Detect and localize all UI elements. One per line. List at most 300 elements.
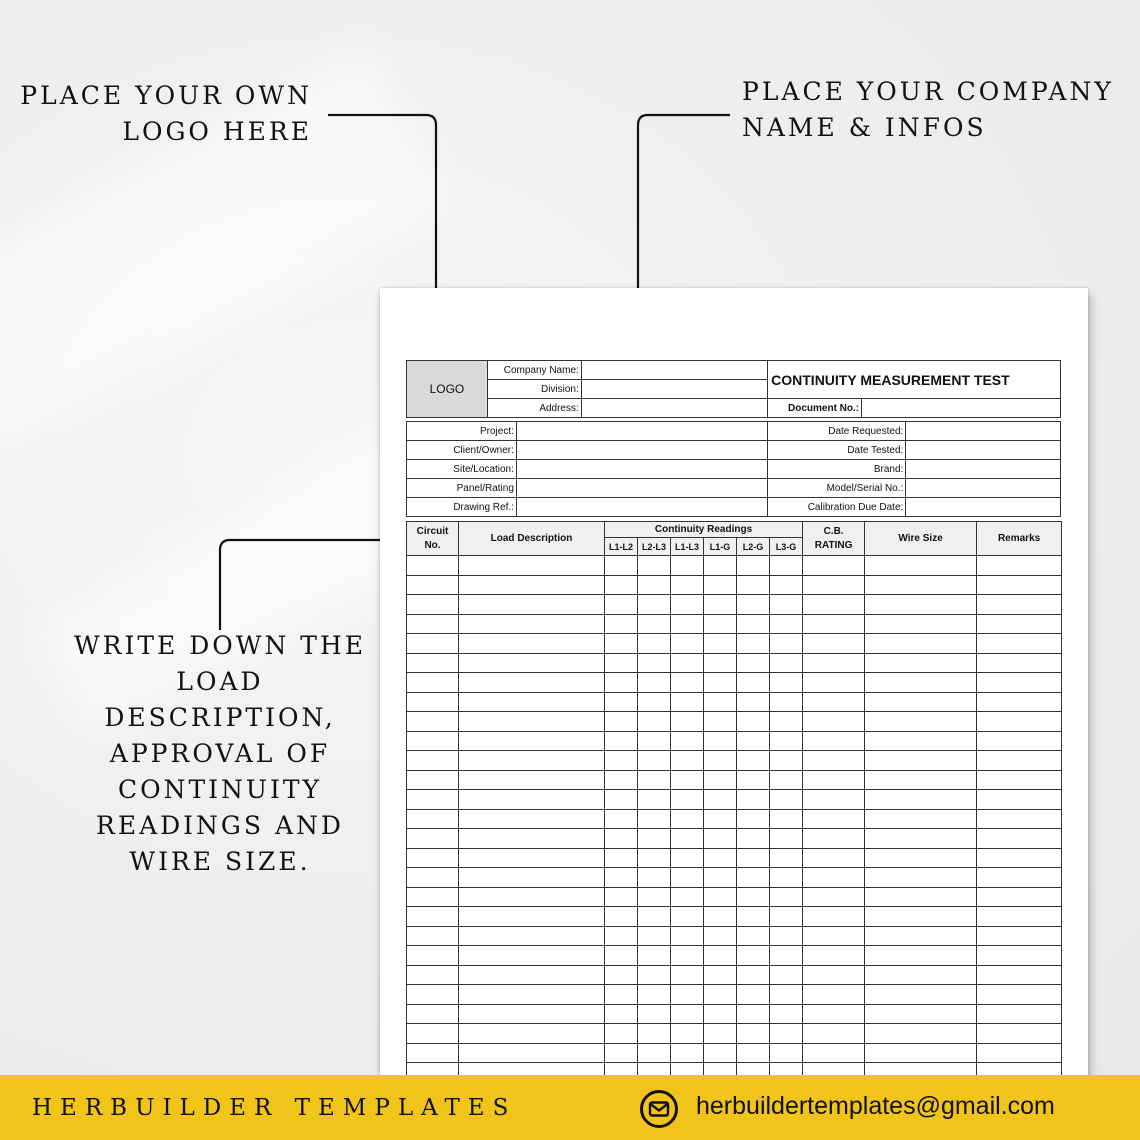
table-cell[interactable] bbox=[459, 653, 605, 673]
table-cell[interactable] bbox=[737, 1004, 770, 1024]
table-cell[interactable] bbox=[737, 868, 770, 888]
date-tested-field[interactable] bbox=[906, 441, 1061, 460]
table-cell[interactable] bbox=[865, 653, 977, 673]
table-cell[interactable] bbox=[803, 985, 865, 1005]
table-cell[interactable] bbox=[638, 809, 671, 829]
table-cell[interactable] bbox=[737, 809, 770, 829]
table-cell[interactable] bbox=[459, 985, 605, 1005]
table-cell[interactable] bbox=[459, 809, 605, 829]
table-cell[interactable] bbox=[407, 556, 459, 576]
table-cell[interactable] bbox=[638, 926, 671, 946]
table-cell[interactable] bbox=[977, 965, 1062, 985]
table-cell[interactable] bbox=[638, 673, 671, 693]
table-cell[interactable] bbox=[865, 965, 977, 985]
table-cell[interactable] bbox=[671, 1043, 704, 1063]
table-cell[interactable] bbox=[671, 1024, 704, 1044]
table-cell[interactable] bbox=[605, 575, 638, 595]
table-cell[interactable] bbox=[459, 575, 605, 595]
table-cell[interactable] bbox=[704, 770, 737, 790]
table-cell[interactable] bbox=[865, 1004, 977, 1024]
table-cell[interactable] bbox=[770, 985, 803, 1005]
table-cell[interactable] bbox=[459, 848, 605, 868]
table-cell[interactable] bbox=[605, 653, 638, 673]
table-cell[interactable] bbox=[865, 770, 977, 790]
table-cell[interactable] bbox=[770, 575, 803, 595]
table-cell[interactable] bbox=[638, 634, 671, 654]
table-cell[interactable] bbox=[737, 965, 770, 985]
table-cell[interactable] bbox=[865, 790, 977, 810]
table-cell[interactable] bbox=[407, 868, 459, 888]
table-cell[interactable] bbox=[605, 770, 638, 790]
table-cell[interactable] bbox=[671, 965, 704, 985]
table-cell[interactable] bbox=[977, 653, 1062, 673]
table-cell[interactable] bbox=[638, 614, 671, 634]
table-cell[interactable] bbox=[671, 731, 704, 751]
table-cell[interactable] bbox=[459, 965, 605, 985]
table-cell[interactable] bbox=[407, 1024, 459, 1044]
table-cell[interactable] bbox=[770, 614, 803, 634]
table-cell[interactable] bbox=[671, 868, 704, 888]
table-cell[interactable] bbox=[737, 887, 770, 907]
table-cell[interactable] bbox=[671, 653, 704, 673]
table-cell[interactable] bbox=[770, 634, 803, 654]
table-cell[interactable] bbox=[977, 634, 1062, 654]
table-cell[interactable] bbox=[638, 692, 671, 712]
table-cell[interactable] bbox=[737, 1024, 770, 1044]
table-cell[interactable] bbox=[704, 1004, 737, 1024]
table-cell[interactable] bbox=[605, 926, 638, 946]
table-cell[interactable] bbox=[803, 731, 865, 751]
table-cell[interactable] bbox=[671, 907, 704, 927]
table-cell[interactable] bbox=[704, 731, 737, 751]
table-cell[interactable] bbox=[459, 1024, 605, 1044]
table-cell[interactable] bbox=[605, 751, 638, 771]
table-cell[interactable] bbox=[638, 887, 671, 907]
table-cell[interactable] bbox=[803, 1004, 865, 1024]
table-cell[interactable] bbox=[638, 790, 671, 810]
table-cell[interactable] bbox=[459, 614, 605, 634]
table-cell[interactable] bbox=[459, 868, 605, 888]
table-cell[interactable] bbox=[770, 848, 803, 868]
table-cell[interactable] bbox=[605, 692, 638, 712]
table-cell[interactable] bbox=[638, 1024, 671, 1044]
table-cell[interactable] bbox=[459, 731, 605, 751]
company-name-field[interactable] bbox=[581, 361, 767, 380]
table-cell[interactable] bbox=[459, 692, 605, 712]
table-cell[interactable] bbox=[459, 595, 605, 615]
table-cell[interactable] bbox=[671, 556, 704, 576]
table-cell[interactable] bbox=[605, 673, 638, 693]
table-cell[interactable] bbox=[737, 556, 770, 576]
table-cell[interactable] bbox=[977, 614, 1062, 634]
table-cell[interactable] bbox=[605, 868, 638, 888]
table-cell[interactable] bbox=[737, 829, 770, 849]
table-cell[interactable] bbox=[704, 946, 737, 966]
table-cell[interactable] bbox=[704, 829, 737, 849]
table-cell[interactable] bbox=[770, 809, 803, 829]
table-cell[interactable] bbox=[605, 1043, 638, 1063]
table-cell[interactable] bbox=[407, 575, 459, 595]
table-cell[interactable] bbox=[737, 907, 770, 927]
table-cell[interactable] bbox=[704, 887, 737, 907]
table-cell[interactable] bbox=[407, 848, 459, 868]
table-cell[interactable] bbox=[865, 595, 977, 615]
table-cell[interactable] bbox=[865, 731, 977, 751]
table-cell[interactable] bbox=[638, 770, 671, 790]
table-cell[interactable] bbox=[803, 751, 865, 771]
table-cell[interactable] bbox=[407, 653, 459, 673]
table-cell[interactable] bbox=[803, 868, 865, 888]
table-cell[interactable] bbox=[737, 673, 770, 693]
table-cell[interactable] bbox=[737, 712, 770, 732]
table-cell[interactable] bbox=[865, 556, 977, 576]
document-no-field[interactable] bbox=[862, 399, 1061, 418]
table-cell[interactable] bbox=[977, 692, 1062, 712]
table-cell[interactable] bbox=[459, 1004, 605, 1024]
table-cell[interactable] bbox=[459, 770, 605, 790]
table-cell[interactable] bbox=[459, 751, 605, 771]
table-cell[interactable] bbox=[605, 790, 638, 810]
table-cell[interactable] bbox=[638, 751, 671, 771]
table-cell[interactable] bbox=[865, 634, 977, 654]
table-cell[interactable] bbox=[605, 595, 638, 615]
table-cell[interactable] bbox=[803, 770, 865, 790]
table-cell[interactable] bbox=[977, 809, 1062, 829]
table-cell[interactable] bbox=[803, 790, 865, 810]
table-cell[interactable] bbox=[737, 653, 770, 673]
table-cell[interactable] bbox=[671, 926, 704, 946]
table-cell[interactable] bbox=[605, 809, 638, 829]
model-serial-field[interactable] bbox=[906, 479, 1061, 498]
table-cell[interactable] bbox=[704, 848, 737, 868]
table-cell[interactable] bbox=[770, 1004, 803, 1024]
table-cell[interactable] bbox=[407, 985, 459, 1005]
table-cell[interactable] bbox=[459, 712, 605, 732]
table-cell[interactable] bbox=[865, 907, 977, 927]
table-cell[interactable] bbox=[459, 907, 605, 927]
table-cell[interactable] bbox=[737, 634, 770, 654]
table-cell[interactable] bbox=[671, 887, 704, 907]
table-cell[interactable] bbox=[407, 887, 459, 907]
table-cell[interactable] bbox=[704, 634, 737, 654]
table-cell[interactable] bbox=[977, 868, 1062, 888]
table-cell[interactable] bbox=[704, 653, 737, 673]
table-cell[interactable] bbox=[770, 712, 803, 732]
table-cell[interactable] bbox=[638, 595, 671, 615]
table-cell[interactable] bbox=[605, 634, 638, 654]
table-cell[interactable] bbox=[803, 907, 865, 927]
table-cell[interactable] bbox=[407, 809, 459, 829]
table-cell[interactable] bbox=[865, 887, 977, 907]
table-cell[interactable] bbox=[770, 1024, 803, 1044]
table-cell[interactable] bbox=[407, 829, 459, 849]
table-cell[interactable] bbox=[605, 887, 638, 907]
division-field[interactable] bbox=[581, 380, 767, 399]
table-cell[interactable] bbox=[737, 848, 770, 868]
table-cell[interactable] bbox=[704, 712, 737, 732]
table-cell[interactable] bbox=[770, 907, 803, 927]
table-cell[interactable] bbox=[803, 926, 865, 946]
table-cell[interactable] bbox=[605, 848, 638, 868]
table-cell[interactable] bbox=[671, 614, 704, 634]
table-cell[interactable] bbox=[459, 829, 605, 849]
table-cell[interactable] bbox=[605, 1004, 638, 1024]
table-cell[interactable] bbox=[407, 731, 459, 751]
table-cell[interactable] bbox=[704, 575, 737, 595]
table-cell[interactable] bbox=[407, 1004, 459, 1024]
table-cell[interactable] bbox=[803, 887, 865, 907]
table-cell[interactable] bbox=[770, 556, 803, 576]
table-cell[interactable] bbox=[704, 595, 737, 615]
table-cell[interactable] bbox=[671, 946, 704, 966]
logo-placeholder[interactable]: LOGO bbox=[407, 361, 488, 418]
table-cell[interactable] bbox=[865, 985, 977, 1005]
table-cell[interactable] bbox=[671, 770, 704, 790]
table-cell[interactable] bbox=[737, 946, 770, 966]
table-cell[interactable] bbox=[770, 829, 803, 849]
table-cell[interactable] bbox=[737, 1043, 770, 1063]
contact-email[interactable]: herbuildertemplates@gmail.com bbox=[696, 1092, 1055, 1120]
table-cell[interactable] bbox=[671, 673, 704, 693]
table-cell[interactable] bbox=[865, 946, 977, 966]
table-cell[interactable] bbox=[737, 614, 770, 634]
table-cell[interactable] bbox=[459, 1043, 605, 1063]
table-cell[interactable] bbox=[459, 673, 605, 693]
table-cell[interactable] bbox=[803, 634, 865, 654]
table-cell[interactable] bbox=[459, 790, 605, 810]
table-cell[interactable] bbox=[459, 634, 605, 654]
table-cell[interactable] bbox=[605, 731, 638, 751]
table-cell[interactable] bbox=[704, 790, 737, 810]
table-cell[interactable] bbox=[803, 848, 865, 868]
table-cell[interactable] bbox=[977, 575, 1062, 595]
table-cell[interactable] bbox=[704, 965, 737, 985]
table-cell[interactable] bbox=[977, 1004, 1062, 1024]
table-cell[interactable] bbox=[803, 1043, 865, 1063]
table-cell[interactable] bbox=[638, 985, 671, 1005]
table-cell[interactable] bbox=[671, 692, 704, 712]
site-location-field[interactable] bbox=[516, 460, 767, 479]
table-cell[interactable] bbox=[638, 556, 671, 576]
mail-icon[interactable] bbox=[640, 1090, 678, 1128]
table-cell[interactable] bbox=[638, 965, 671, 985]
table-cell[interactable] bbox=[865, 1043, 977, 1063]
table-cell[interactable] bbox=[671, 809, 704, 829]
table-cell[interactable] bbox=[977, 770, 1062, 790]
table-cell[interactable] bbox=[638, 848, 671, 868]
client-owner-field[interactable] bbox=[516, 441, 767, 460]
table-cell[interactable] bbox=[737, 751, 770, 771]
table-cell[interactable] bbox=[737, 985, 770, 1005]
table-cell[interactable] bbox=[671, 751, 704, 771]
table-cell[interactable] bbox=[638, 1004, 671, 1024]
table-cell[interactable] bbox=[671, 634, 704, 654]
table-cell[interactable] bbox=[407, 712, 459, 732]
date-requested-field[interactable] bbox=[906, 422, 1061, 441]
table-cell[interactable] bbox=[407, 926, 459, 946]
table-cell[interactable] bbox=[865, 575, 977, 595]
table-cell[interactable] bbox=[865, 1024, 977, 1044]
table-cell[interactable] bbox=[671, 575, 704, 595]
table-cell[interactable] bbox=[977, 907, 1062, 927]
table-cell[interactable] bbox=[977, 887, 1062, 907]
table-cell[interactable] bbox=[977, 848, 1062, 868]
table-cell[interactable] bbox=[671, 848, 704, 868]
table-cell[interactable] bbox=[977, 673, 1062, 693]
table-cell[interactable] bbox=[704, 1024, 737, 1044]
calibration-due-field[interactable] bbox=[906, 498, 1061, 517]
table-cell[interactable] bbox=[977, 751, 1062, 771]
table-cell[interactable] bbox=[605, 985, 638, 1005]
table-cell[interactable] bbox=[407, 673, 459, 693]
project-field[interactable] bbox=[516, 422, 767, 441]
table-cell[interactable] bbox=[704, 926, 737, 946]
table-cell[interactable] bbox=[737, 731, 770, 751]
table-cell[interactable] bbox=[407, 790, 459, 810]
table-cell[interactable] bbox=[459, 887, 605, 907]
table-cell[interactable] bbox=[407, 965, 459, 985]
table-cell[interactable] bbox=[638, 868, 671, 888]
table-cell[interactable] bbox=[605, 556, 638, 576]
table-cell[interactable] bbox=[737, 575, 770, 595]
table-cell[interactable] bbox=[770, 770, 803, 790]
address-field[interactable] bbox=[581, 399, 767, 418]
table-cell[interactable] bbox=[770, 926, 803, 946]
table-cell[interactable] bbox=[977, 790, 1062, 810]
table-cell[interactable] bbox=[638, 1043, 671, 1063]
table-cell[interactable] bbox=[671, 790, 704, 810]
table-cell[interactable] bbox=[977, 595, 1062, 615]
table-cell[interactable] bbox=[704, 614, 737, 634]
table-cell[interactable] bbox=[638, 712, 671, 732]
table-cell[interactable] bbox=[803, 965, 865, 985]
table-cell[interactable] bbox=[737, 926, 770, 946]
table-cell[interactable] bbox=[977, 731, 1062, 751]
table-cell[interactable] bbox=[638, 907, 671, 927]
table-cell[interactable] bbox=[407, 751, 459, 771]
table-cell[interactable] bbox=[865, 712, 977, 732]
table-cell[interactable] bbox=[407, 614, 459, 634]
table-cell[interactable] bbox=[803, 1024, 865, 1044]
table-cell[interactable] bbox=[977, 926, 1062, 946]
table-cell[interactable] bbox=[605, 712, 638, 732]
table-cell[interactable] bbox=[737, 770, 770, 790]
table-cell[interactable] bbox=[770, 868, 803, 888]
table-cell[interactable] bbox=[704, 907, 737, 927]
table-cell[interactable] bbox=[704, 868, 737, 888]
table-cell[interactable] bbox=[803, 809, 865, 829]
table-cell[interactable] bbox=[770, 673, 803, 693]
table-cell[interactable] bbox=[865, 809, 977, 829]
table-cell[interactable] bbox=[770, 887, 803, 907]
table-cell[interactable] bbox=[704, 985, 737, 1005]
table-cell[interactable] bbox=[977, 985, 1062, 1005]
table-cell[interactable] bbox=[977, 556, 1062, 576]
table-cell[interactable] bbox=[638, 946, 671, 966]
table-cell[interactable] bbox=[803, 575, 865, 595]
table-cell[interactable] bbox=[671, 712, 704, 732]
table-cell[interactable] bbox=[638, 731, 671, 751]
table-cell[interactable] bbox=[770, 653, 803, 673]
table-cell[interactable] bbox=[770, 692, 803, 712]
table-cell[interactable] bbox=[459, 556, 605, 576]
table-cell[interactable] bbox=[803, 692, 865, 712]
table-cell[interactable] bbox=[407, 770, 459, 790]
table-cell[interactable] bbox=[407, 907, 459, 927]
table-cell[interactable] bbox=[737, 692, 770, 712]
table-cell[interactable] bbox=[459, 946, 605, 966]
panel-rating-field[interactable] bbox=[516, 479, 767, 498]
table-cell[interactable] bbox=[977, 946, 1062, 966]
table-cell[interactable] bbox=[737, 790, 770, 810]
table-cell[interactable] bbox=[605, 829, 638, 849]
table-cell[interactable] bbox=[605, 614, 638, 634]
table-cell[interactable] bbox=[803, 653, 865, 673]
table-cell[interactable] bbox=[865, 751, 977, 771]
table-cell[interactable] bbox=[671, 1004, 704, 1024]
table-cell[interactable] bbox=[638, 653, 671, 673]
table-cell[interactable] bbox=[865, 673, 977, 693]
table-cell[interactable] bbox=[704, 673, 737, 693]
table-cell[interactable] bbox=[803, 614, 865, 634]
table-cell[interactable] bbox=[459, 926, 605, 946]
table-cell[interactable] bbox=[605, 946, 638, 966]
table-cell[interactable] bbox=[671, 595, 704, 615]
table-cell[interactable] bbox=[865, 829, 977, 849]
table-cell[interactable] bbox=[865, 692, 977, 712]
table-cell[interactable] bbox=[803, 946, 865, 966]
table-cell[interactable] bbox=[605, 1024, 638, 1044]
table-cell[interactable] bbox=[977, 1043, 1062, 1063]
table-cell[interactable] bbox=[770, 751, 803, 771]
table-cell[interactable] bbox=[407, 595, 459, 615]
table-cell[interactable] bbox=[770, 731, 803, 751]
table-cell[interactable] bbox=[803, 556, 865, 576]
table-cell[interactable] bbox=[407, 946, 459, 966]
table-cell[interactable] bbox=[803, 712, 865, 732]
table-cell[interactable] bbox=[704, 751, 737, 771]
table-cell[interactable] bbox=[704, 1043, 737, 1063]
table-cell[interactable] bbox=[638, 829, 671, 849]
table-cell[interactable] bbox=[671, 829, 704, 849]
table-cell[interactable] bbox=[407, 692, 459, 712]
table-cell[interactable] bbox=[803, 829, 865, 849]
table-cell[interactable] bbox=[704, 692, 737, 712]
table-cell[interactable] bbox=[407, 1043, 459, 1063]
drawing-ref-field[interactable] bbox=[516, 498, 767, 517]
table-cell[interactable] bbox=[865, 926, 977, 946]
table-cell[interactable] bbox=[638, 575, 671, 595]
table-cell[interactable] bbox=[605, 965, 638, 985]
table-cell[interactable] bbox=[803, 673, 865, 693]
table-cell[interactable] bbox=[704, 556, 737, 576]
table-cell[interactable] bbox=[407, 634, 459, 654]
table-cell[interactable] bbox=[865, 614, 977, 634]
table-cell[interactable] bbox=[803, 595, 865, 615]
table-cell[interactable] bbox=[770, 595, 803, 615]
table-cell[interactable] bbox=[977, 712, 1062, 732]
table-cell[interactable] bbox=[977, 1024, 1062, 1044]
table-cell[interactable] bbox=[770, 965, 803, 985]
table-cell[interactable] bbox=[737, 595, 770, 615]
table-cell[interactable] bbox=[865, 848, 977, 868]
table-cell[interactable] bbox=[605, 907, 638, 927]
table-cell[interactable] bbox=[770, 790, 803, 810]
table-cell[interactable] bbox=[865, 868, 977, 888]
table-cell[interactable] bbox=[770, 1043, 803, 1063]
table-cell[interactable] bbox=[770, 946, 803, 966]
table-cell[interactable] bbox=[704, 809, 737, 829]
